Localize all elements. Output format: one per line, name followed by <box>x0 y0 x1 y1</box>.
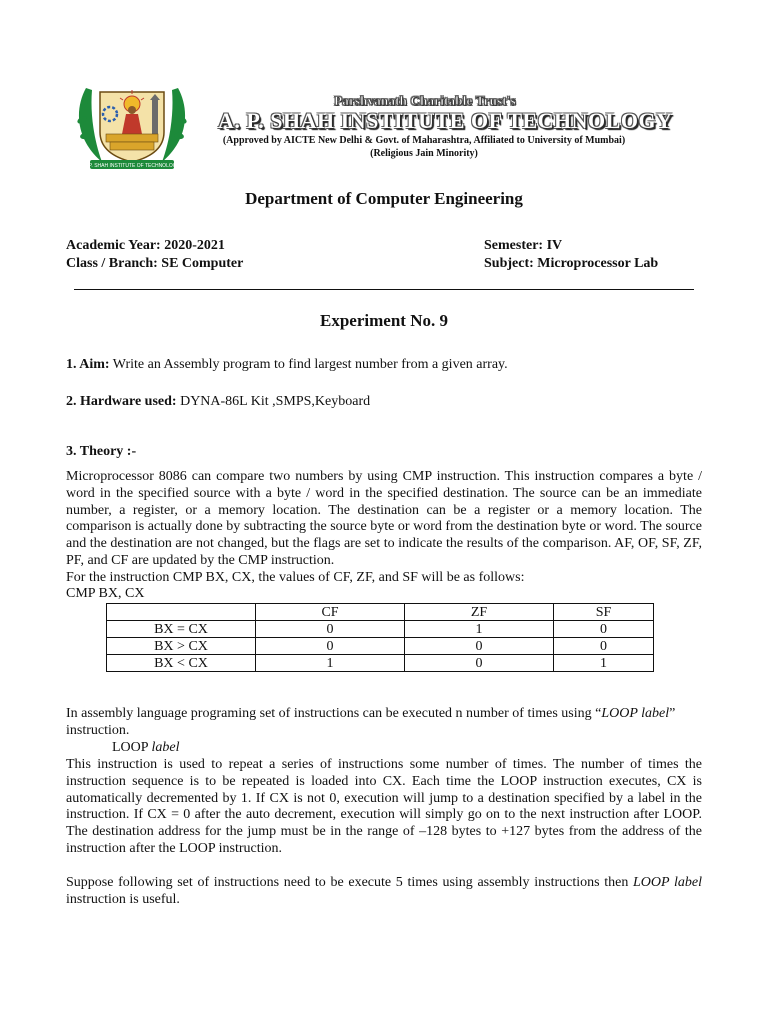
aim-text: Write an Assembly program to find largest number from a given array. <box>109 357 508 372</box>
loop-syntax-keyword: LOOP <box>112 740 152 755</box>
table-cell: 0 <box>256 638 405 655</box>
flag-table <box>106 603 654 672</box>
loop-intro-end: ” instruction. <box>66 706 676 738</box>
divider <box>74 289 694 290</box>
table-cell: 0 <box>405 638 554 655</box>
hardware-section <box>66 394 702 411</box>
loop-description: This instruction is used to repeat a series of instructions some number of times. The number of times the instruction sequence is to be repeated is loaded into CX. Each time the LOOP instruction executes, CX is automatically decremented by 1. If CX is not 0, execution will jump to a destination specified by a label in the instruction. If CX = 0 after the auto decrement, execution will simply go on to the next instruction after LOOP. The destination address for the jump must be in the range of –128 bytes to +127 bytes from the address of the instruction after the LOOP instruction. <box>66 757 702 856</box>
table-header-cell: CF <box>256 604 405 621</box>
loop-suppose-text: Suppose following set of instructions need to be execute 5 times using assembly instructions then <box>66 875 634 890</box>
approval-line: (Approved by AICTE New Delhi & Govt. of Maharashtra, Affiliated to University of Mumbai) <box>222 135 626 146</box>
approval-block <box>210 134 638 160</box>
loop-intro-italic: LOOP label <box>601 706 670 721</box>
cmp-intro: For the instruction CMP BX, CX, the values of CF, ZF, and SF will be as follows: <box>66 570 525 585</box>
subject: Subject: Microprocessor Lab <box>484 256 659 271</box>
table-header-row <box>107 604 654 621</box>
class-branch: Class / Branch: SE Computer <box>66 256 244 271</box>
table-cell: 0 <box>554 621 654 638</box>
hardware-label: 2. Hardware used: <box>66 394 177 409</box>
loop-intro-text: In assembly language programing set of instructions can be executed n number of times using “ <box>66 706 602 721</box>
theory-paragraph: Microprocessor 8086 can compare two numbers by using CMP instruction. This instruction compares a byte / word in the specified source with a byte / word in the specified destination. The source can be an immediate number, a register, or a memory location. The destination can be a register or a memory location. The comparison is actually done by subtracting the source byte or word from the destination byte or word. The source and the destination are not changed, but the flags are set to indicate the results of the comparison. AF, OF, SF, ZF, PF, and CF are updated by the CMP instruction. <box>66 469 702 568</box>
meta-right <box>484 237 658 273</box>
table-cell: 1 <box>554 655 654 672</box>
table-cell: 1 <box>405 621 554 638</box>
loop-suppose <box>66 875 702 909</box>
institute-name: A. P. SHAH INSTITUTE OF TECHNOLOGY <box>218 108 673 133</box>
table-cell: 0 <box>554 638 654 655</box>
table-header-cell: SF <box>554 604 654 621</box>
table-cell: 0 <box>256 621 405 638</box>
hardware-text: DYNA-86L Kit ,SMPS,Keyboard <box>176 394 371 409</box>
loop-intro <box>66 706 702 740</box>
table-cell: BX = CX <box>107 621 256 638</box>
table-row <box>107 655 654 672</box>
table-cell: 1 <box>256 655 405 672</box>
loop-syntax <box>112 740 512 757</box>
table-cell: BX > CX <box>107 638 256 655</box>
table-header-cell: ZF <box>405 604 554 621</box>
meta-left <box>66 237 243 273</box>
theory-heading: 3. Theory :- <box>66 444 137 459</box>
academic-year: Academic Year: 2020-2021 <box>66 238 225 253</box>
aim-section <box>66 357 702 374</box>
institute-logo <box>72 70 192 172</box>
experiment-title: Experiment No. 9 <box>320 311 448 330</box>
logo-caption: A.P. SHAH INSTITUTE OF TECHNOLOGY <box>84 163 180 169</box>
table-row <box>107 621 654 638</box>
loop-suppose-end: instruction is useful. <box>66 891 180 907</box>
department-title: Department of Computer Engineering <box>245 189 523 208</box>
aim-label: 1. Aim: <box>66 357 110 372</box>
table-cell: 0 <box>405 655 554 672</box>
table-cell: BX < CX <box>107 655 256 672</box>
table-row <box>107 638 654 655</box>
loop-suppose-italic: LOOP label <box>633 875 702 890</box>
trust-name: Parshvanath Charitable Trust's <box>334 93 516 108</box>
table-header-cell <box>107 604 256 621</box>
semester: Semester: IV <box>484 238 563 253</box>
minority-line: (Religious Jain Minority) <box>370 148 478 159</box>
loop-syntax-label: label <box>151 740 180 755</box>
cmp-label: CMP BX, CX <box>66 586 145 601</box>
